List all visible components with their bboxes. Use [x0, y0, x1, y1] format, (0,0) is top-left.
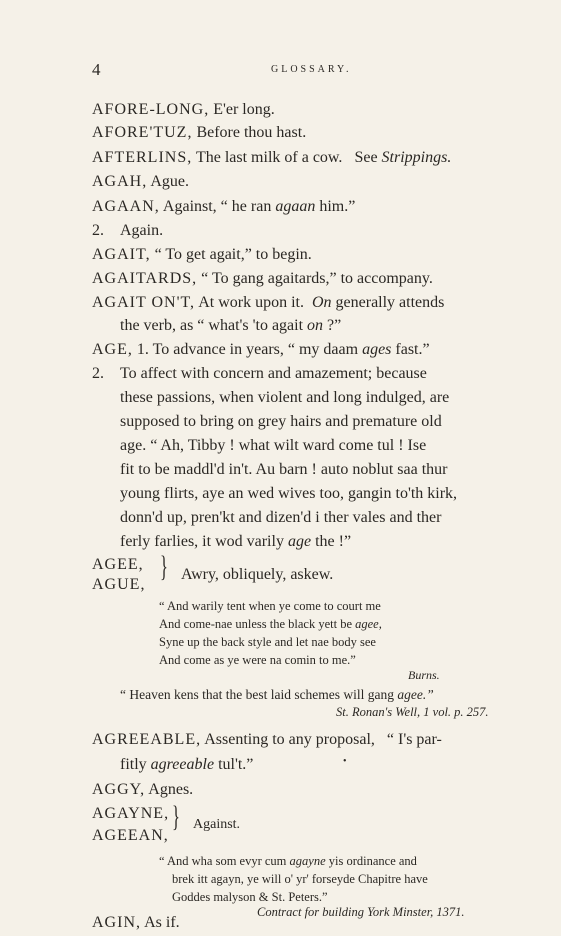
definition: To affect with concern and amazement; because: [120, 365, 427, 382]
headword: AGAH,: [92, 173, 148, 190]
italic-term: On: [311, 294, 332, 311]
headword: AGE,: [92, 341, 133, 358]
entry-agaan-2: [92, 221, 163, 241]
headword: AGREEABLE,: [92, 731, 202, 748]
quote-line: And come as ye were na comin to me.”: [159, 653, 356, 667]
definition-agayne: Against.: [193, 817, 241, 832]
quote-source: Burns.: [408, 668, 440, 682]
italic-term: agee,: [355, 617, 382, 631]
text-line: fit to be maddl'd in't. Au barn ! auto noblut saa thur: [120, 461, 448, 478]
quote-line: brek itt agayn, ye will o' yr' forseyde Chapitre have: [172, 872, 428, 886]
entry-agaan: [92, 197, 355, 217]
definition: Agnes.: [148, 781, 194, 798]
text-line: these passions, when violent and long indulged, are: [120, 389, 450, 406]
entry-aforetuz: [92, 123, 306, 143]
italic-term: agee.”: [397, 687, 434, 702]
entry-agait: [92, 245, 312, 265]
text: “ And wha som evyr cum: [159, 854, 287, 868]
sense-number: 2.: [92, 222, 104, 239]
text: generally attends: [335, 294, 445, 311]
entry-age-2: [92, 364, 427, 384]
definition: Ague.: [150, 173, 189, 190]
definition: “ To get agait,” to begin.: [154, 246, 312, 263]
text: fitly: [120, 756, 147, 773]
quote-line: “ And warily tent when ye come to court me: [159, 599, 381, 613]
quote-source: Contract for building York Minster, 1371.: [257, 905, 465, 919]
italic-term: agayne: [289, 854, 326, 868]
text: tul't.”: [218, 756, 254, 773]
definition: 1. To advance in years, “ my daam: [136, 341, 359, 358]
quote-line: Syne up the back style and let nae body see: [159, 635, 376, 649]
headword: AGAITARDS,: [92, 270, 198, 287]
entry-afterlins: [92, 148, 451, 168]
definition: Assenting to any proposal,: [204, 731, 375, 748]
definition: “ To gang agaitards,” to accompany.: [201, 270, 433, 287]
italic-term: agaan: [275, 198, 316, 215]
text: And come-nae unless the black yett be: [159, 617, 352, 631]
italic-term: ages: [362, 341, 392, 358]
brace: }: [160, 550, 168, 583]
italic-term: age: [287, 533, 312, 550]
quote-source: St. Ronan's Well, 1 vol. p. 257.: [336, 705, 489, 719]
text: “ I's par-: [386, 731, 442, 748]
quote-line: [159, 615, 382, 633]
print-speck: •: [343, 756, 347, 767]
quote-line: Goddes malyson & St. Peters.”: [172, 890, 328, 904]
entry-afore-long: [92, 100, 275, 120]
headword-ague: AGUE,: [92, 576, 146, 593]
headword: AGAAN,: [92, 198, 160, 215]
brace: }: [172, 800, 180, 833]
text: ferly farlies, it wod varily: [120, 533, 284, 550]
text: yis ordinance and: [328, 854, 417, 868]
text-line: donn'd up, pren'kt and dizen'd i ther vales and ther: [120, 509, 442, 526]
headword-agee: AGEE,: [92, 556, 144, 573]
cross-ref: See: [354, 149, 378, 166]
sense-number: 2.: [92, 365, 104, 382]
definition: Against, “ he ran: [162, 198, 272, 215]
definition: Before thou hast.: [196, 124, 307, 141]
headword: AGIN,: [92, 914, 141, 931]
text: fast.”: [395, 341, 430, 358]
italic-term: agreeable: [150, 756, 215, 773]
text-line: [120, 316, 341, 336]
quote-line: [120, 686, 434, 704]
definition-agee: Awry, obliquely, askew.: [181, 566, 334, 583]
text: him.”: [319, 198, 356, 215]
headword: AFORE-LONG,: [92, 101, 210, 118]
entry-aggy: [92, 780, 193, 800]
text-line: age. “ Ah, Tibby ! what wilt ward come tul ! Ise: [120, 437, 427, 454]
definition: E'er long.: [213, 101, 275, 118]
quote-line: [159, 852, 417, 870]
headword-ageean: AGEEAN,: [92, 827, 169, 844]
text-line: [120, 532, 351, 552]
headword: AGGY,: [92, 781, 146, 798]
text-line: young flirts, aye an wed wives too, gangin to'th kirk,: [120, 485, 458, 502]
text: “ Heaven kens that the best laid schemes will gang: [120, 687, 395, 702]
entry-agreeable: [92, 730, 442, 750]
text-line: [120, 755, 253, 775]
entry-agait-ont: [92, 293, 444, 313]
cross-ref-term: Strippings.: [381, 149, 452, 166]
italic-term: on: [307, 317, 324, 334]
running-head: GLOSSARY.: [271, 64, 352, 75]
entry-agaitards: [92, 269, 433, 289]
text-line: supposed to bring on grey hairs and premature old: [120, 413, 442, 430]
definition: Again.: [120, 222, 164, 239]
text: the verb, as “ what's 'to agait: [120, 317, 304, 334]
entry-age: [92, 340, 430, 360]
headword: AFORE'TUZ,: [92, 124, 193, 141]
headword: AGAIT,: [92, 246, 151, 263]
entry-agin: [92, 913, 180, 933]
headword: AFTERLINS,: [92, 149, 193, 166]
definition: At work upon it.: [198, 294, 304, 311]
headword-agayne: AGAYNE,: [92, 805, 170, 822]
page-number: 4: [92, 60, 101, 79]
definition: The last milk of a cow.: [195, 149, 343, 166]
headword: AGAIT ON'T,: [92, 294, 196, 311]
text: ?”: [327, 317, 342, 334]
definition: As if.: [144, 914, 180, 931]
entry-agah: [92, 172, 189, 192]
text: the !”: [315, 533, 352, 550]
